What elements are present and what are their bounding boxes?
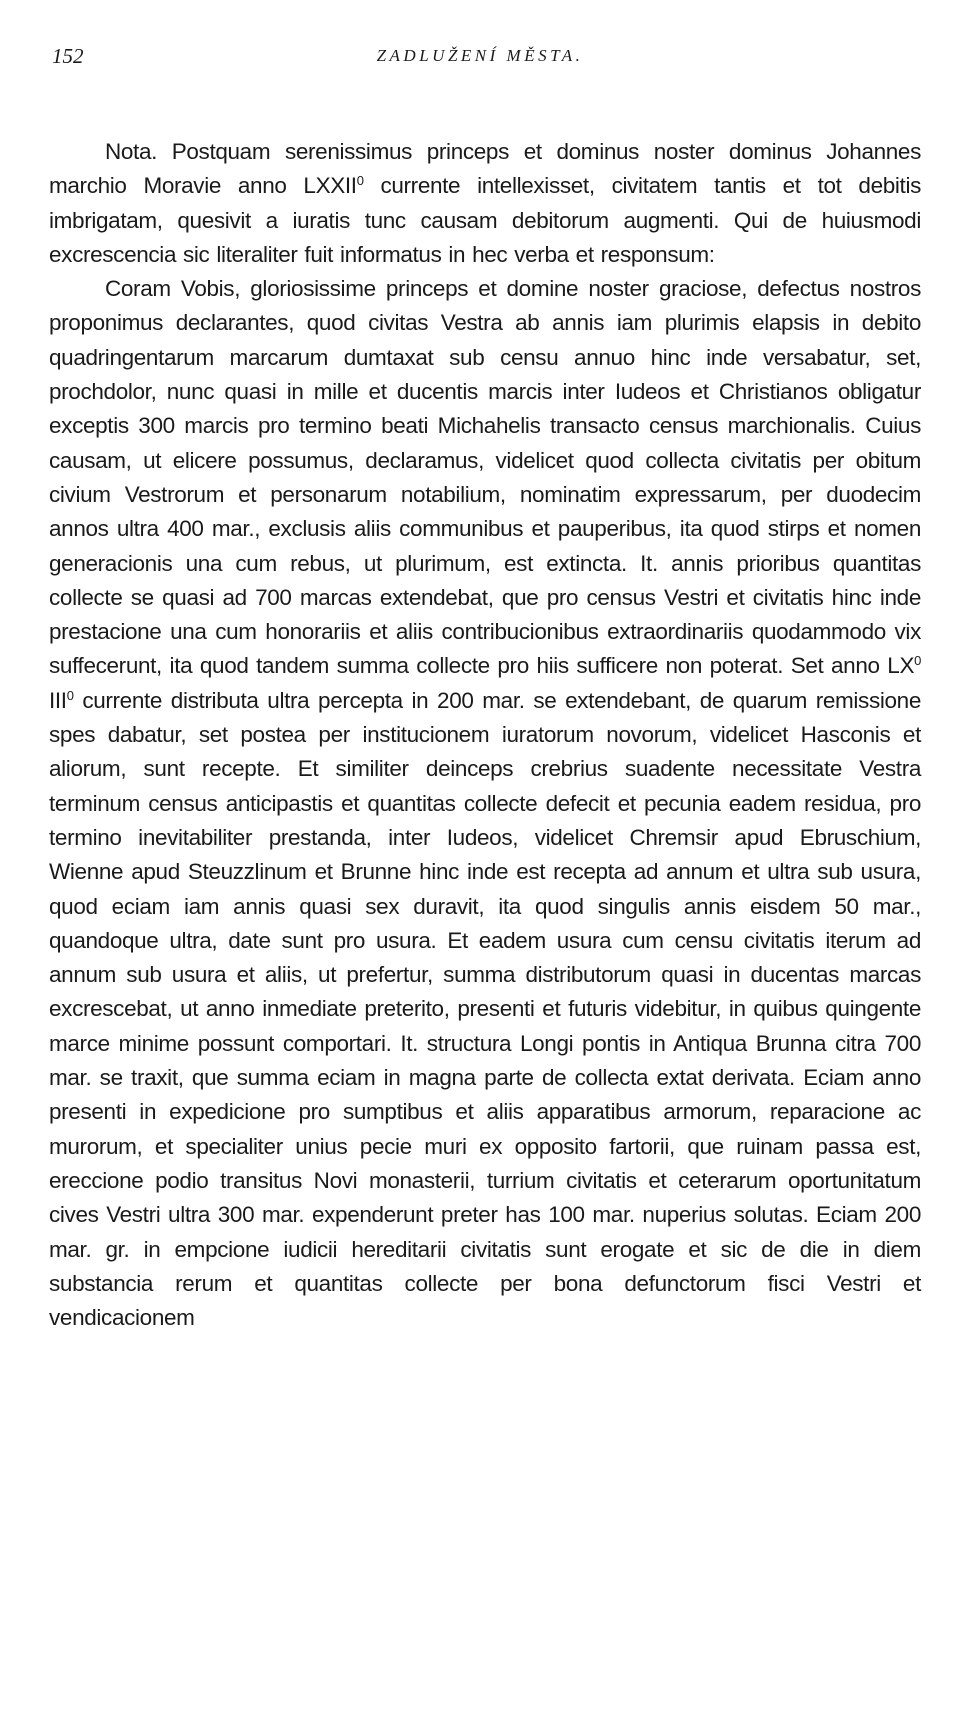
page-number: 152 — [52, 44, 84, 68]
paragraph-coram-vobis — [49, 272, 921, 1335]
superscript-zero: 0 — [914, 653, 921, 669]
paragraph-nota — [49, 135, 921, 272]
superscript-zero: 0 — [66, 687, 74, 703]
text-segment: Coram Vobis, gloriosissime princeps et domine noster graciose, defectus nostros proponimus declarantes, quod civitas Vestra ab annis iam plurimis elapsis in debito quadringentarum marcarum dumtaxat sub censu annuo hinc inde versabatur, set, prochdolor, nunc quasi in mille et ducentis marcis inter Iudeos et Christianos obligatur exceptis 300 marcis pro termino beati Michahelis transacto census marchionalis. Cuius causam, ut elicere possumus, declaramus, videlicet quod collecta civitatis per obitum civium Vestrorum et personarum notabilium, nominatim expressarum, per duodecim annos ultra 400 mar., exclusis aliis communibus et pauperibus, ita quod stirps et nomen generacionis una cum rebus, ut plurimum, est extincta. It. annis prioribus quantitas collecte se quasi ad 700 marcas extendebat, que pro census Vestri et civitatis hinc inde prestacione una cum honorariis et aliis contribucionibus extraordinariis quodammodo vix suffecerunt, ita quod tandem summa collecte pro hiis sufficere non poterat. Set anno LX — [49, 276, 921, 679]
superscript-zero: 0 — [356, 173, 364, 189]
body-text — [49, 135, 921, 1335]
page-header — [52, 44, 908, 74]
text-segment: currente distributa ultra percepta in 200 mar. se extendebant, de quarum remissione spes dabatur, set postea per institucionem iuratorum novorum, videlicet Hasconis et aliorum, sunt recepte. Et similiter deinceps crebrius suadente necessitate Vestra terminum census anticipastis et quantitas collecte defecit et pecunia eadem residua, pro termino inevitabiliter prestanda, inter Iudeos, videlicet Chremsir apud Ebruschium, Wienne apud Steuzzlinum et Brunne hinc inde est recepta ad annum et ultra sub usura, quod eciam iam annis quasi sex duravit, ita quod singulis annis eisdem 50 mar., quandoque ultra, date sunt pro usura. Et eadem usura cum censu civitatis iterum ad annum sub usura et aliis, ut prefertur, summa distributorum quasi in ducentas marcas excrescebat, ut anno inmediate preterito, presenti et futuris videbitur, in quibus quingente marce minime possunt comportari. It. structura Longi pontis in Antiqua Brunna citra 700 mar. se traxit, que summa eciam in magna parte de collecta extat derivata. Eciam anno presenti in expedicione pro sumptibus et aliis apparatibus armorum, reparacione ac murorum, et specialiter unius pecie muri ex opposito fartorii, que ruinam passa est, ereccione podio transitus Novi monasterii, turrium civitatis et ceterarum oportunitatum cives Vestri ultra 300 mar. expenderunt preter has 100 mar. nuperius solutas. Eciam 200 mar. gr. in empcione iudicii hereditarii civitatis sunt erogate et sic de die in diem substancia rerum et quantitas collecte per bona defunctorum fisci Vestri et vendicacionem — [49, 687, 921, 1331]
text-segment: III — [49, 687, 67, 713]
running-title: ZADLUŽENÍ MĚSTA. — [376, 46, 584, 65]
text-segment: currente intellexisset, civitatem tantis et tot debitis imbrigatam, quesivit a iuratis tunc causam debitorum augmenti. Qui de huiusmodi excrescencia sic literaliter fuit informatus in hec verba et responsum: — [49, 173, 921, 267]
text-segment: Nota. Postquam serenissimus princeps et dominus noster dominus Johannes marchio Moravie anno LXXII — [49, 139, 921, 199]
